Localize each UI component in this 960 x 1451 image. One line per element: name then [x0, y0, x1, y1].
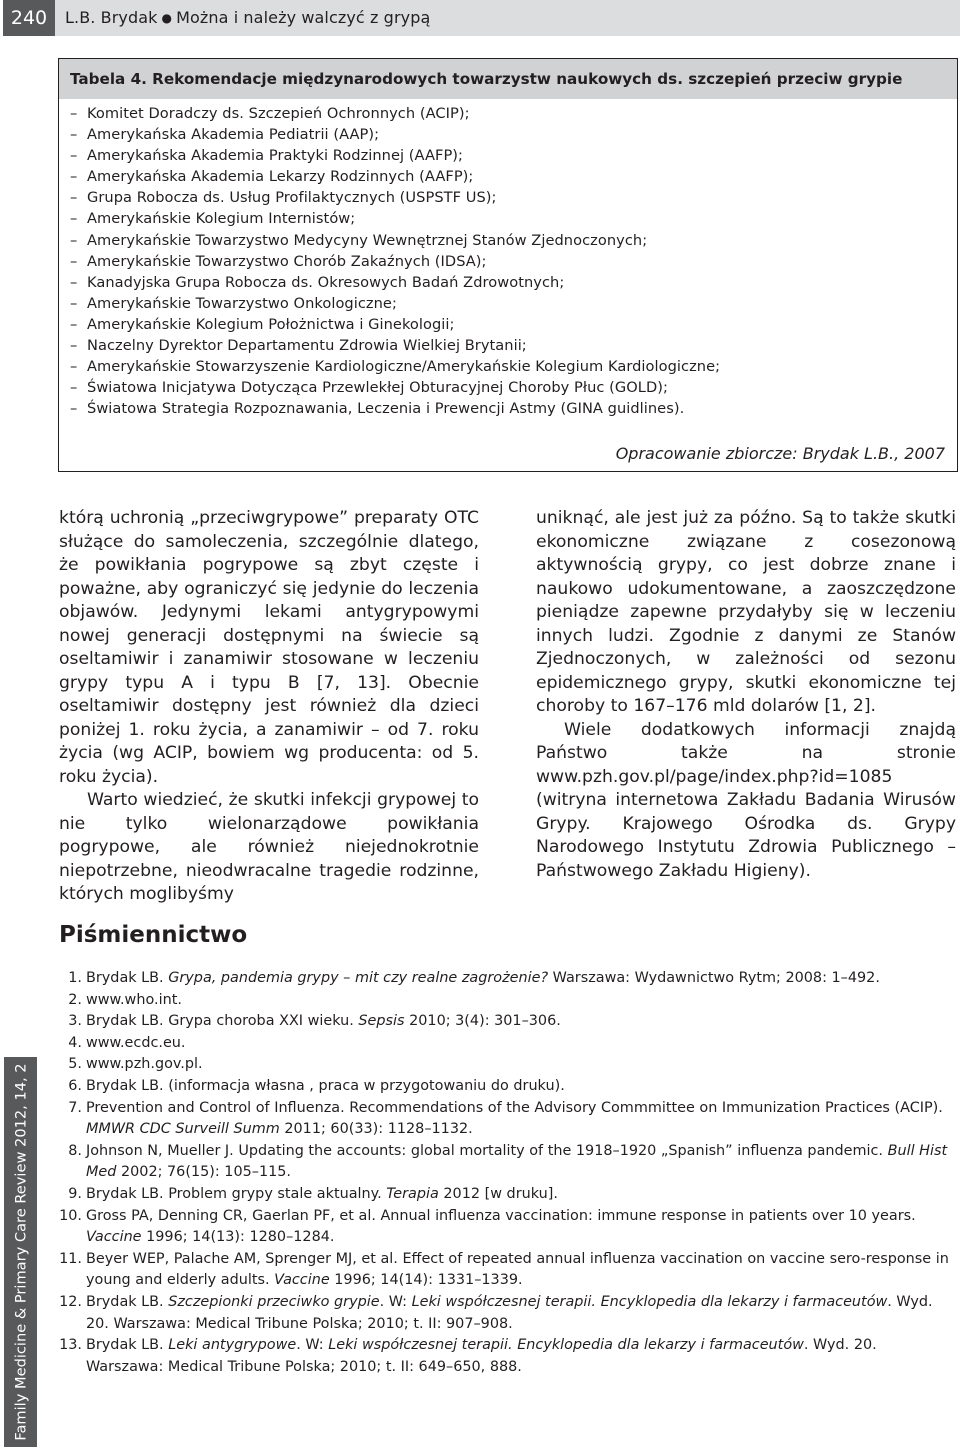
table-list-item [70, 124, 720, 145]
journal-side-label [4, 1057, 37, 1447]
reference-part: 1996; 14(13): 1280–1284. [141, 1229, 335, 1246]
table-list [70, 103, 720, 419]
table-list-item-text: Komitet Doradczy ds. Szczepień Ochronnych (ACIP); [87, 105, 470, 122]
reference-text [86, 1141, 958, 1184]
reference-part: 2012 [w druku]. [438, 1185, 558, 1202]
table-list-item [70, 166, 720, 187]
reference-part: Brydak LB. Problem grypy stale aktualny. [86, 1185, 387, 1202]
journal-name: Family Medicine & Primary Care Review 2012, 14, 2 [12, 1063, 29, 1441]
reference-italic: Leki współczesnej terapii. Encyklopedia dla lekarzy i farmaceutów [328, 1337, 804, 1354]
table-list-item [70, 187, 720, 208]
dash-icon: – [70, 400, 78, 418]
reference-number: 7. [68, 1099, 82, 1116]
reference-part: . Wyd. 20. Warszawa: Medical Tribune Polska; 2010; t. II: 649–650, 888. [86, 1337, 877, 1375]
reference-part: 2011; 60(33): 1128–1132. [279, 1121, 473, 1138]
table-list-item-text: Amerykańskie Towarzystwo Medycyny Wewnętrznej Stanów Zjednoczonych; [87, 231, 648, 249]
reference-part: www.ecdc.eu. [86, 1034, 186, 1051]
dash-icon: – [70, 147, 78, 165]
recommendations-table [58, 58, 958, 472]
reference-text [86, 1033, 958, 1055]
table-list-item [70, 230, 720, 251]
table-list-item-text: Amerykańskie Kolegium Internistów; [87, 210, 356, 228]
reference-item [58, 1011, 958, 1033]
references-heading: Piśmiennictwo [59, 922, 248, 948]
dash-icon: – [70, 126, 78, 144]
reference-text [86, 1076, 958, 1098]
table-list-item-text: Amerykańskie Towarzystwo Onkologiczne; [87, 294, 397, 312]
reference-italic: Leki antygrypowe [168, 1337, 297, 1354]
reference-part: . Wyd. 20. Warszawa: Medical Tribune Polska; 2010; t. II: 907–908. [86, 1293, 933, 1332]
reference-part: Gross PA, Denning CR, Gaerlan PF, et al. Annual influenza vaccination: immune response in patients over 10 years. [86, 1207, 916, 1224]
reference-part: . W: [379, 1293, 412, 1310]
reference-part: Warszawa: Wydawnictwo Rytm; 2008: 1–492. [548, 970, 880, 986]
body-column-right [536, 507, 956, 883]
reference-text [86, 1054, 958, 1076]
reference-number: 10. [59, 1207, 82, 1224]
reference-text [86, 1335, 958, 1378]
dash-icon: – [70, 294, 78, 312]
reference-item [58, 1184, 958, 1206]
reference-number: 2. [68, 991, 82, 1008]
dash-icon: – [70, 168, 78, 186]
reference-number: 4. [68, 1034, 82, 1051]
table-list-item [70, 208, 720, 229]
reference-italic: Sepsis [358, 1013, 405, 1030]
reference-text [86, 990, 958, 1012]
reference-italic: Vaccine [274, 1272, 330, 1289]
dash-icon: – [70, 252, 78, 270]
reference-number: 1. [68, 970, 82, 986]
reference-italic: Bull Hist Med [86, 1142, 948, 1181]
reference-part: Brydak LB. Grypa choroba XXI wieku. [86, 1013, 359, 1030]
reference-item [58, 1033, 958, 1055]
reference-item [58, 1054, 958, 1076]
reference-part: 1996; 14(14): 1331–1339. [329, 1272, 523, 1289]
reference-number: 6. [68, 1077, 82, 1094]
dash-icon: – [70, 337, 78, 355]
paragraph: którą uchronią „przeciwgrypowe” preparaty OTC służące do samoleczenia, szczególnie dlatego, że powikłania pogrypowe są zbyt częste i poważne, aby ograniczyć się jedynie do leczenia objawów. Jedynymi lekami antygrypowymi nowej generacji dostępnymi na świecie są oseltamiwir i zanamiwir stosowane w leczeniu grypy typu A i typu B [7, 13]. Obecnie oseltamiwir dostępny jest również dla dzieci poniżej 1. roku życia, a zanamiwir – od 7. roku życia (wg ACIP, bowiem wg producenta: od 5. roku życia). [59, 508, 479, 787]
reference-part: 2010; 3(4): 301–306. [404, 1013, 561, 1030]
reference-italic: MMWR CDC Surveill Summ [86, 1121, 280, 1138]
reference-part: . W: [296, 1337, 329, 1354]
reference-text [86, 1249, 958, 1292]
table-list-item [70, 377, 720, 398]
table-list-item [70, 145, 720, 166]
bullet-separator-icon: ● [161, 11, 173, 25]
reference-text [86, 1011, 958, 1033]
reference-item [58, 1206, 958, 1249]
table-list-item-text: Światowa Strategia Rozpoznawania, Leczenia i Prewencji Astmy (GINA guidlines). [87, 400, 685, 418]
paragraph: uniknąć, ale jest już za późno. Są to także skutki ekonomiczne związane z cosezonową aktywnością grypy, co jest dobrze znane i naukowo udokumentowane, a zaoszczędzone pieniądze zapewne przydałyby się w leczeniu innych ludzi. Zgodnie z danymi ze Stanów Zjednoczonych, w zależności od sezonu epidemicznego grypy, skutki ekonomiczne tej choroby to 167–176 mld dolarów [1, 2]. [536, 508, 956, 716]
reference-part: www.pzh.gov.pl. [86, 1056, 203, 1073]
paragraph: Warto wiedzieć, że skutki infekcji grypowej to nie tylko wielonarządowe powikłania pogrypowe, ale również niejednokrotnie niepotrzebne, nieodwracalne tragedie rodzinne, których moglibyśmy [59, 790, 479, 904]
reference-italic: Grypa, pandemia grypy – mit czy realne zagrożenie? [168, 970, 549, 986]
reference-text [86, 1292, 958, 1335]
reference-item [58, 1076, 958, 1098]
running-header [0, 0, 960, 36]
table-list-item-text: Amerykańskie Towarzystwo Chorób Zakaźnych (IDSA); [87, 252, 487, 270]
table-list-item-text: Kanadyjska Grupa Robocza ds. Okresowych Badań Zdrowotnych; [87, 273, 565, 291]
reference-part: Brydak LB. [86, 1293, 169, 1310]
reference-part: Brydak LB. [86, 970, 169, 986]
table-source: Opracowanie zbiorcze: Brydak L.B., 2007 [615, 444, 945, 463]
dash-icon: – [70, 273, 78, 291]
table-list-item [70, 356, 720, 377]
reference-part: Brydak LB. [86, 1337, 169, 1354]
reference-number: 13. [59, 1337, 82, 1354]
reference-number: 8. [68, 1142, 82, 1159]
table-caption: Tabela 4. Rekomendacje międzynarodowych towarzystw naukowych ds. szczepień przeciw grypie [59, 59, 957, 99]
table-list-item [70, 335, 720, 356]
table-list-item-text: Naczelny Dyrektor Departamentu Zdrowia Wielkiej Brytanii; [87, 337, 527, 355]
reference-item [58, 1098, 958, 1141]
reference-italic: Terapia [386, 1185, 439, 1202]
reference-item [58, 1141, 958, 1184]
reference-item [58, 1292, 958, 1335]
table-list-item [70, 272, 720, 293]
reference-part: Brydak LB. (informacja własna , praca w przygotowaniu do druku). [86, 1077, 565, 1094]
table-list-item [70, 398, 720, 419]
reference-item [58, 1249, 958, 1292]
reference-part: Beyer WEP, Palache AM, Sprenger MJ, et al. Effect of repeated annual influenza vaccination on vaccine sero-response in young and elderly adults. [86, 1250, 949, 1289]
reference-number: 11. [59, 1250, 82, 1267]
table-list-item [70, 103, 720, 124]
dash-icon: – [70, 379, 78, 397]
dash-icon: – [70, 358, 78, 376]
running-title [55, 0, 960, 36]
table-list-item-text: Światowa Inicjatywa Dotycząca Przewlekłej Obturacyjnej Choroby Płuc (GOLD); [87, 379, 668, 397]
reference-part: www.who.int. [86, 991, 182, 1008]
table-list-item [70, 251, 720, 272]
page-number: 240 [3, 0, 55, 36]
reference-item [58, 1335, 958, 1378]
references-list [58, 968, 958, 1378]
reference-part: Johnson N, Mueller J. Updating the accounts: global mortality of the 1918–1920 „Spanish” influenza pandemic. [86, 1142, 888, 1159]
reference-part: Prevention and Control of Influenza. Recommendations of the Advisory Commmittee on Immunization Practices (ACIP). [86, 1099, 943, 1116]
dash-icon: – [70, 210, 78, 228]
reference-text [86, 968, 958, 990]
table-list-item-text: Grupa Robocza ds. Usług Profilaktycznych (USPSTF US); [87, 189, 497, 207]
dash-icon: – [70, 315, 78, 333]
reference-italic: Szczepionki przeciwko grypie [168, 1293, 380, 1310]
dash-icon: – [70, 105, 78, 122]
table-list-item-text: Amerykańskie Stowarzyszenie Kardiologiczne/Amerykańskie Kolegium Kardiologiczne; [87, 358, 721, 376]
table-list-item [70, 314, 720, 335]
reference-item [58, 990, 958, 1012]
dash-icon: – [70, 189, 78, 207]
reference-part: 2002; 76(15): 105–115. [116, 1164, 292, 1181]
reference-text [86, 1184, 958, 1206]
table-list-item-text: Amerykańska Akademia Pediatrii (AAP); [87, 126, 380, 144]
body-column-left [59, 507, 479, 907]
header-author: L.B. Brydak [65, 8, 158, 27]
table-list-item-text: Amerykańskie Kolegium Położnictwa i Ginekologii; [87, 315, 455, 333]
header-title: Można i należy walczyć z grypą [176, 8, 431, 27]
table-list-item-text: Amerykańska Akademia Lekarzy Rodzinnych (AAFP); [87, 168, 474, 186]
table-list-item [70, 293, 720, 314]
dash-icon: – [70, 231, 78, 249]
reference-item [58, 968, 958, 990]
reference-italic: Leki współczesnej terapii. Encyklopedia dla lekarzy i farmaceutów [411, 1293, 888, 1310]
reference-italic: Vaccine [86, 1229, 142, 1246]
reference-number: 12. [59, 1293, 82, 1310]
reference-text [86, 1206, 958, 1249]
paragraph: Wiele dodatkowych informacji znajdą Państwo także na stronie www.pzh.gov.pl/page/index.php?id=1085 (witryna internetowa Zakładu Badania Wirusów Grypy. Krajowego Ośrodka ds. Grypy Narodowego Instytutu Zdrowia Publicznego – Państwowego Zakładu Higieny). [536, 719, 956, 881]
reference-number: 3. [68, 1013, 82, 1030]
reference-number: 9. [68, 1185, 82, 1202]
reference-number: 5. [68, 1056, 82, 1073]
reference-text [86, 1098, 958, 1141]
table-list-item-text: Amerykańska Akademia Praktyki Rodzinnej (AAFP); [87, 147, 464, 165]
